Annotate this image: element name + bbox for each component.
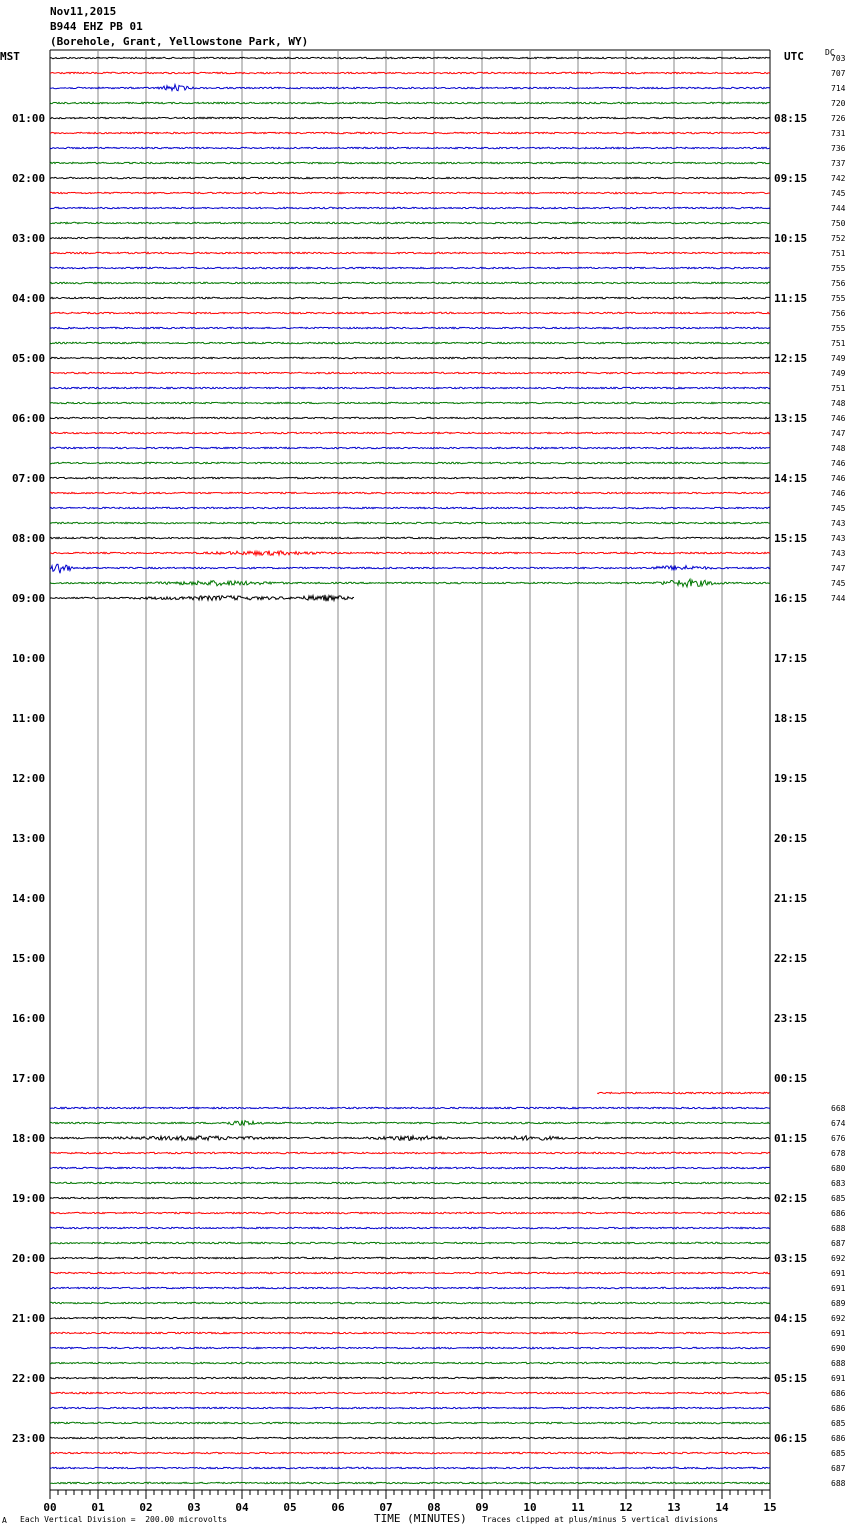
dc-offset-label: 747 bbox=[831, 564, 846, 573]
mst-hour-label: 20:00 bbox=[12, 1252, 46, 1265]
dc-offset-label: 751 bbox=[831, 249, 846, 258]
x-tick-label: 06 bbox=[331, 1501, 345, 1514]
dc-offset-label: 690 bbox=[831, 1344, 846, 1353]
dc-offset-label: 688 bbox=[831, 1359, 846, 1368]
seismic-trace bbox=[50, 1377, 770, 1379]
utc-hour-label: 23:15 bbox=[774, 1012, 808, 1025]
utc-hour-label: 09:15 bbox=[774, 172, 808, 185]
mst-hour-label: 19:00 bbox=[12, 1192, 46, 1205]
dc-offset-label: 687 bbox=[831, 1239, 846, 1248]
seismic-trace bbox=[50, 72, 770, 74]
mst-hour-label: 15:00 bbox=[12, 952, 46, 965]
utc-hour-label: 12:15 bbox=[774, 352, 808, 365]
x-tick-label: 04 bbox=[235, 1501, 249, 1514]
dc-offset-label: 683 bbox=[831, 1179, 846, 1188]
seismic-trace bbox=[50, 327, 770, 329]
utc-hour-label: 14:15 bbox=[774, 472, 808, 485]
seismic-trace bbox=[50, 402, 770, 404]
dc-offset-label: 686 bbox=[831, 1389, 846, 1398]
dc-offset-label: 686 bbox=[831, 1434, 846, 1443]
x-tick-label: 08 bbox=[427, 1501, 441, 1514]
seismic-trace bbox=[50, 1392, 770, 1394]
mst-hour-label: 17:00 bbox=[12, 1072, 46, 1085]
dc-offset-label: 755 bbox=[831, 264, 846, 273]
seismic-trace bbox=[50, 462, 770, 464]
dc-offset-label: 703 bbox=[831, 54, 846, 63]
dc-offset-label: 691 bbox=[831, 1269, 846, 1278]
dc-offset-label: 691 bbox=[831, 1329, 846, 1338]
seismic-trace bbox=[50, 1362, 770, 1364]
dc-offset-label: 746 bbox=[831, 414, 846, 423]
dc-offset-label: 676 bbox=[831, 1134, 846, 1143]
seismic-trace bbox=[50, 522, 770, 524]
seismic-trace bbox=[50, 207, 770, 209]
dc-offset-label: 688 bbox=[831, 1224, 846, 1233]
seismic-trace bbox=[50, 147, 770, 149]
seismic-trace bbox=[50, 297, 770, 299]
chart-title: B944 EHZ PB 01 bbox=[50, 20, 143, 33]
dc-offset-label: 744 bbox=[831, 594, 846, 603]
seismic-trace bbox=[50, 595, 354, 601]
dc-offset-label: 748 bbox=[831, 399, 846, 408]
seismic-trace bbox=[50, 432, 770, 434]
seismic-trace bbox=[50, 1197, 770, 1199]
mst-hour-label: 23:00 bbox=[12, 1432, 46, 1445]
dc-offset-label: 692 bbox=[831, 1254, 846, 1263]
utc-hour-label: 00:15 bbox=[774, 1072, 808, 1085]
seismic-trace bbox=[50, 102, 770, 104]
chart-date: Nov11,2015 bbox=[50, 5, 117, 18]
seismic-trace bbox=[50, 492, 770, 494]
mst-hour-label: 05:00 bbox=[12, 352, 46, 365]
dc-offset-label: 692 bbox=[831, 1314, 846, 1323]
x-tick-label: 15 bbox=[763, 1501, 777, 1514]
seismic-trace bbox=[50, 1467, 770, 1469]
mst-hour-label: 06:00 bbox=[12, 412, 46, 425]
dc-offset-label: 756 bbox=[831, 309, 846, 318]
seismic-trace bbox=[50, 162, 770, 164]
utc-hour-label: 04:15 bbox=[774, 1312, 808, 1325]
x-tick-label: 13 bbox=[667, 1501, 681, 1514]
seismic-trace bbox=[50, 447, 770, 449]
seismic-trace bbox=[50, 177, 770, 179]
dc-offset-label: 746 bbox=[831, 459, 846, 468]
x-tick-label: 05 bbox=[283, 1501, 297, 1514]
dc-offset-label: 737 bbox=[831, 159, 846, 168]
dc-offset-label: 751 bbox=[831, 384, 846, 393]
utc-hour-label: 13:15 bbox=[774, 412, 808, 425]
seismic-trace bbox=[50, 1407, 770, 1409]
x-tick-label: 02 bbox=[139, 1501, 153, 1514]
seismic-trace bbox=[50, 1136, 770, 1141]
mst-hour-label: 03:00 bbox=[12, 232, 46, 245]
seismic-trace bbox=[50, 387, 770, 389]
mst-hour-label: 14:00 bbox=[12, 892, 46, 905]
seismic-trace bbox=[597, 1092, 769, 1094]
seismic-trace bbox=[50, 222, 770, 224]
dc-offset-label: 678 bbox=[831, 1149, 846, 1158]
dc-offset-label: 736 bbox=[831, 144, 846, 153]
dc-offset-label: 714 bbox=[831, 84, 846, 93]
dc-offset-label: 731 bbox=[831, 129, 846, 138]
utc-hour-label: 10:15 bbox=[774, 232, 808, 245]
dc-offset-label: 745 bbox=[831, 504, 846, 513]
seismic-trace bbox=[50, 192, 770, 194]
seismic-trace bbox=[50, 1482, 770, 1484]
utc-hour-label: 05:15 bbox=[774, 1372, 808, 1385]
x-axis-title: TIME (MINUTES) bbox=[374, 1512, 467, 1525]
seismic-trace bbox=[50, 342, 770, 344]
seismic-trace bbox=[50, 1347, 770, 1349]
utc-hour-label: 02:15 bbox=[774, 1192, 808, 1205]
seismic-trace bbox=[50, 564, 770, 573]
seismic-trace bbox=[50, 312, 770, 314]
mst-hour-label: 04:00 bbox=[12, 292, 46, 305]
utc-hour-label: 20:15 bbox=[774, 832, 808, 845]
x-tick-label: 09 bbox=[475, 1501, 489, 1514]
dc-offset-label: 686 bbox=[831, 1404, 846, 1413]
dc-offset-label: 691 bbox=[831, 1374, 846, 1383]
dc-offset-label: 689 bbox=[831, 1299, 846, 1308]
utc-hour-label: 21:15 bbox=[774, 892, 808, 905]
x-tick-label: 14 bbox=[715, 1501, 729, 1514]
x-tick-label: 12 bbox=[619, 1501, 633, 1514]
seismic-trace bbox=[50, 132, 770, 134]
x-tick-label: 00 bbox=[43, 1501, 57, 1514]
dc-header-label: DC bbox=[825, 48, 835, 57]
dc-offset-label: 685 bbox=[831, 1449, 846, 1458]
dc-offset-label: 743 bbox=[831, 534, 846, 543]
dc-offset-label: 743 bbox=[831, 519, 846, 528]
x-tick-label: 07 bbox=[379, 1501, 393, 1514]
x-tick-label: 10 bbox=[523, 1501, 537, 1514]
dc-offset-label: 685 bbox=[831, 1419, 846, 1428]
dc-offset-label: 726 bbox=[831, 114, 846, 123]
seismic-trace bbox=[50, 579, 770, 587]
mst-hour-label: 16:00 bbox=[12, 1012, 46, 1025]
seismic-trace bbox=[50, 1107, 770, 1109]
dc-offset-label: 748 bbox=[831, 444, 846, 453]
seismic-trace bbox=[50, 1227, 770, 1229]
dc-offset-label: 756 bbox=[831, 279, 846, 288]
mst-hour-label: 07:00 bbox=[12, 472, 46, 485]
dc-offset-label: 674 bbox=[831, 1119, 846, 1128]
seismic-trace bbox=[50, 57, 770, 59]
mst-hour-label: 02:00 bbox=[12, 172, 46, 185]
mst-hour-label: 11:00 bbox=[12, 712, 46, 725]
seismic-trace bbox=[50, 357, 770, 359]
corner-mark: A bbox=[2, 1516, 7, 1525]
utc-hour-label: 19:15 bbox=[774, 772, 808, 785]
seismic-trace bbox=[50, 117, 770, 119]
dc-offset-label: 688 bbox=[831, 1479, 846, 1488]
seismic-trace bbox=[50, 1332, 770, 1334]
x-tick-label: 01 bbox=[91, 1501, 105, 1514]
utc-hour-label: 17:15 bbox=[774, 652, 808, 665]
dc-offset-label: 749 bbox=[831, 369, 846, 378]
dc-offset-label: 755 bbox=[831, 324, 846, 333]
dc-offset-label: 668 bbox=[831, 1104, 846, 1113]
utc-hour-label: 03:15 bbox=[774, 1252, 808, 1265]
seismic-trace bbox=[50, 1272, 770, 1274]
dc-offset-label: 747 bbox=[831, 429, 846, 438]
seismic-trace bbox=[50, 417, 770, 419]
seismic-trace bbox=[50, 1437, 770, 1439]
mst-hour-label: 22:00 bbox=[12, 1372, 46, 1385]
right-timezone-label: UTC bbox=[784, 50, 804, 63]
scale-note: Each Vertical Division = 200.00 microvolts bbox=[20, 1515, 228, 1524]
seismic-trace bbox=[50, 1242, 770, 1244]
dc-offset-label: 745 bbox=[831, 189, 846, 198]
dc-offset-label: 687 bbox=[831, 1464, 846, 1473]
dc-offset-label: 720 bbox=[831, 99, 846, 108]
seismic-trace bbox=[50, 282, 770, 284]
utc-hour-label: 06:15 bbox=[774, 1432, 808, 1445]
utc-hour-label: 08:15 bbox=[774, 112, 808, 125]
dc-offset-label: 685 bbox=[831, 1194, 846, 1203]
seismic-trace bbox=[50, 537, 770, 539]
dc-offset-label: 745 bbox=[831, 579, 846, 588]
seismic-trace bbox=[50, 507, 770, 509]
seismic-trace bbox=[50, 372, 770, 374]
dc-offset-label: 707 bbox=[831, 69, 846, 78]
clip-note: Traces clipped at plus/minus 5 vertical divisions bbox=[482, 1515, 719, 1524]
dc-offset-label: 691 bbox=[831, 1284, 846, 1293]
dc-offset-label: 742 bbox=[831, 174, 846, 183]
seismic-trace bbox=[50, 1167, 770, 1169]
utc-hour-label: 16:15 bbox=[774, 592, 808, 605]
seismic-trace bbox=[50, 85, 770, 91]
dc-offset-label: 680 bbox=[831, 1164, 846, 1173]
utc-hour-label: 11:15 bbox=[774, 292, 808, 305]
dc-offset-label: 743 bbox=[831, 549, 846, 558]
seismic-trace bbox=[50, 1302, 770, 1304]
seismic-trace bbox=[50, 1152, 770, 1154]
dc-offset-label: 752 bbox=[831, 234, 846, 243]
utc-hour-label: 18:15 bbox=[774, 712, 808, 725]
x-tick-label: 11 bbox=[571, 1501, 585, 1514]
seismic-trace bbox=[50, 267, 770, 269]
mst-hour-label: 12:00 bbox=[12, 772, 46, 785]
mst-hour-label: 18:00 bbox=[12, 1132, 46, 1145]
dc-offset-label: 744 bbox=[831, 204, 846, 213]
left-timezone-label: MST bbox=[0, 50, 20, 63]
seismic-trace bbox=[50, 477, 770, 479]
mst-hour-label: 01:00 bbox=[12, 112, 46, 125]
x-tick-label: 03 bbox=[187, 1501, 201, 1514]
dc-offset-label: 749 bbox=[831, 354, 846, 363]
seismic-trace bbox=[50, 551, 770, 556]
dc-offset-label: 750 bbox=[831, 219, 846, 228]
dc-offset-label: 751 bbox=[831, 339, 846, 348]
seismic-trace bbox=[50, 1317, 770, 1319]
seismic-trace bbox=[50, 1257, 770, 1259]
dc-offset-label: 686 bbox=[831, 1209, 846, 1218]
dc-offset-label: 755 bbox=[831, 294, 846, 303]
seismic-trace bbox=[50, 1422, 770, 1424]
seismic-trace bbox=[50, 1182, 770, 1184]
mst-hour-label: 09:00 bbox=[12, 592, 46, 605]
utc-hour-label: 22:15 bbox=[774, 952, 808, 965]
seismic-trace bbox=[50, 1287, 770, 1289]
seismic-trace bbox=[50, 252, 770, 254]
chart-subtitle: (Borehole, Grant, Yellowstone Park, WY) bbox=[50, 35, 309, 48]
mst-hour-label: 21:00 bbox=[12, 1312, 46, 1325]
mst-hour-label: 08:00 bbox=[12, 532, 46, 545]
seismic-trace bbox=[50, 1452, 770, 1454]
utc-hour-label: 15:15 bbox=[774, 532, 808, 545]
utc-hour-label: 01:15 bbox=[774, 1132, 808, 1145]
dc-offset-label: 746 bbox=[831, 474, 846, 483]
seismic-trace bbox=[50, 1120, 770, 1125]
dc-offset-label: 746 bbox=[831, 489, 846, 498]
seismic-trace bbox=[50, 1212, 770, 1214]
seismic-trace bbox=[50, 237, 770, 239]
mst-hour-label: 13:00 bbox=[12, 832, 46, 845]
mst-hour-label: 10:00 bbox=[12, 652, 46, 665]
